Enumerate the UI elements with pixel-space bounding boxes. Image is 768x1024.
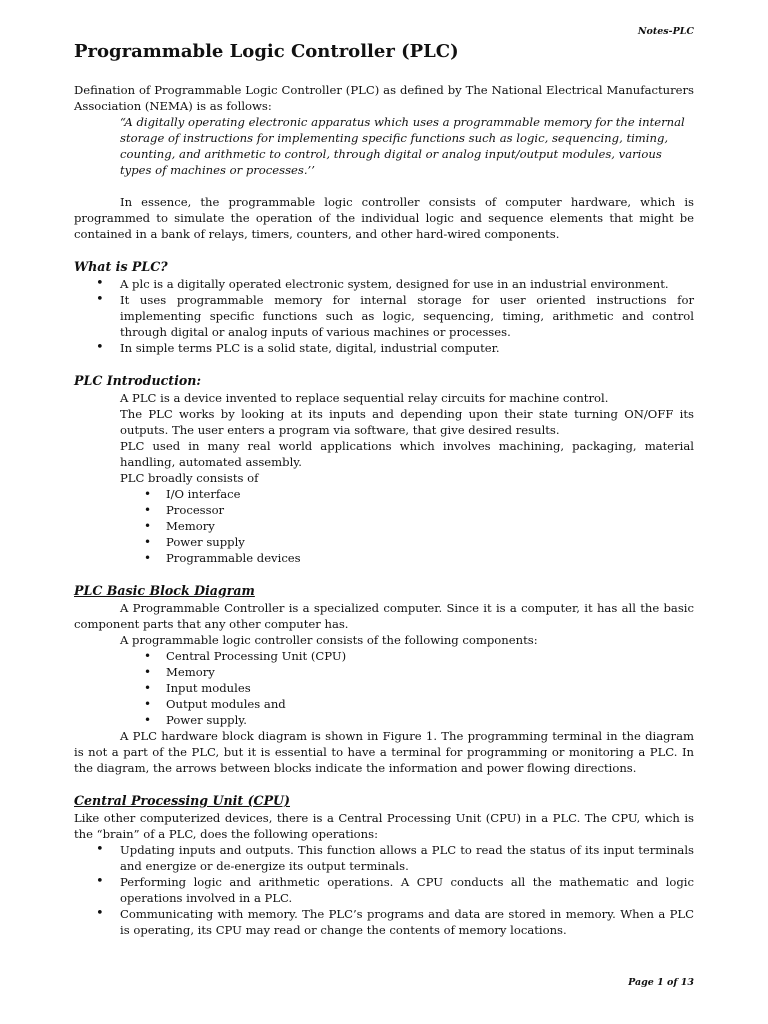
intro-line: PLC used in many real world applications which involves machining, packaging, material handling, automated assembly. <box>120 439 694 469</box>
block-diagram-para3: A PLC hardware block diagram is shown in Figure 1. The programming terminal in the diagram is not a part of the PLC, but it is essential to have a terminal for programming or monitoring a PLC. In the diagram, the arrows between blocks indicate the information and power flowing directions. <box>74 729 694 775</box>
list-item: • Processor <box>74 502 694 518</box>
intro-line: The PLC works by looking at its inputs and depending upon their state turning ON/OFF its outputs. The user enters a program via software, that give desired results. <box>120 407 694 437</box>
list-item: • Updating inputs and outputs. This function allows a PLC to read the status of its input terminals and energize or de-energize its output terminals. <box>74 842 694 874</box>
intro-line: A PLC is a device invented to replace sequential relay circuits for machine control. <box>120 391 609 405</box>
list-item: • Central Processing Unit (CPU) <box>74 648 694 664</box>
block-diagram-heading: PLC Basic Block Diagram <box>74 583 255 598</box>
list-item: • Power supply <box>74 534 694 550</box>
cpu-list <box>74 842 694 938</box>
essence-paragraph: In essence, the programmable logic controller consists of computer hardware, which is programmed to simulate the operation of the individual logic and sequence elements that might be contained in a bank of relays, timers, counters, and other hard-wired components. <box>74 195 694 241</box>
document-body <box>74 40 694 938</box>
list-item: • Communicating with memory. The PLC’s programs and data are stored in memory. When a PLC is operating, its CPU may read or change the contents of memory locations. <box>74 906 694 938</box>
definition-quote: “A digitally operating electronic apparatus which uses a programmable memory for the internal storage of instructions for implementing specific functions such as logic, sequencing, timing, counting, and arithmetic to control, through digital or analog input/output modules, various types of machines or processes.’’ <box>120 115 685 177</box>
list-item: • I/O interface <box>74 486 694 502</box>
components-list <box>74 648 694 728</box>
list-item: • Output modules and <box>74 696 694 712</box>
list-item: • It uses programmable memory for internal storage for user oriented instructions for implementing specific functions such as logic, sequencing, timing, arithmetic and control through digital or analog inputs of various machines or processes. <box>74 292 694 340</box>
page-number: Page 1 of 13 <box>628 977 694 988</box>
page-title: Programmable Logic Controller (PLC) <box>74 41 459 62</box>
block-diagram-para2: A programmable logic controller consists of the following components: <box>120 633 538 647</box>
cpu-paragraph: Like other computerized devices, there is a Central Processing Unit (CPU) in a PLC. The CPU, which is the “brain” of a PLC, does the following operations: <box>74 811 694 841</box>
cpu-heading: Central Processing Unit (CPU) <box>74 793 290 808</box>
list-item: • Input modules <box>74 680 694 696</box>
list-item: • Power supply. <box>74 712 694 728</box>
header-note: Notes-PLC <box>637 26 694 37</box>
what-is-heading: What is PLC? <box>74 259 168 274</box>
intro-line: PLC broadly consists of <box>120 471 259 485</box>
list-item: • Programmable devices <box>74 550 694 566</box>
list-item: • A plc is a digitally operated electronic system, designed for use in an industrial environment. <box>74 276 694 292</box>
intro-heading: PLC Introduction: <box>74 373 202 388</box>
what-is-list <box>74 276 694 356</box>
list-item: • Performing logic and arithmetic operations. A CPU conducts all the mathematic and logic operations involved in a PLC. <box>74 874 694 906</box>
list-item: • Memory <box>74 518 694 534</box>
block-diagram-para1: A Programmable Controller is a specialized computer. Since it is a computer, it has all the basic component parts that any other computer has. <box>74 601 694 631</box>
list-item: • Memory <box>74 664 694 680</box>
intro-list <box>74 486 694 566</box>
definition-intro: Defination of Programmable Logic Controller (PLC) as defined by The National Electrical Manufacturers Association (NEMA) is as follows: <box>74 83 694 113</box>
list-item: • In simple terms PLC is a solid state, digital, industrial computer. <box>74 340 694 356</box>
